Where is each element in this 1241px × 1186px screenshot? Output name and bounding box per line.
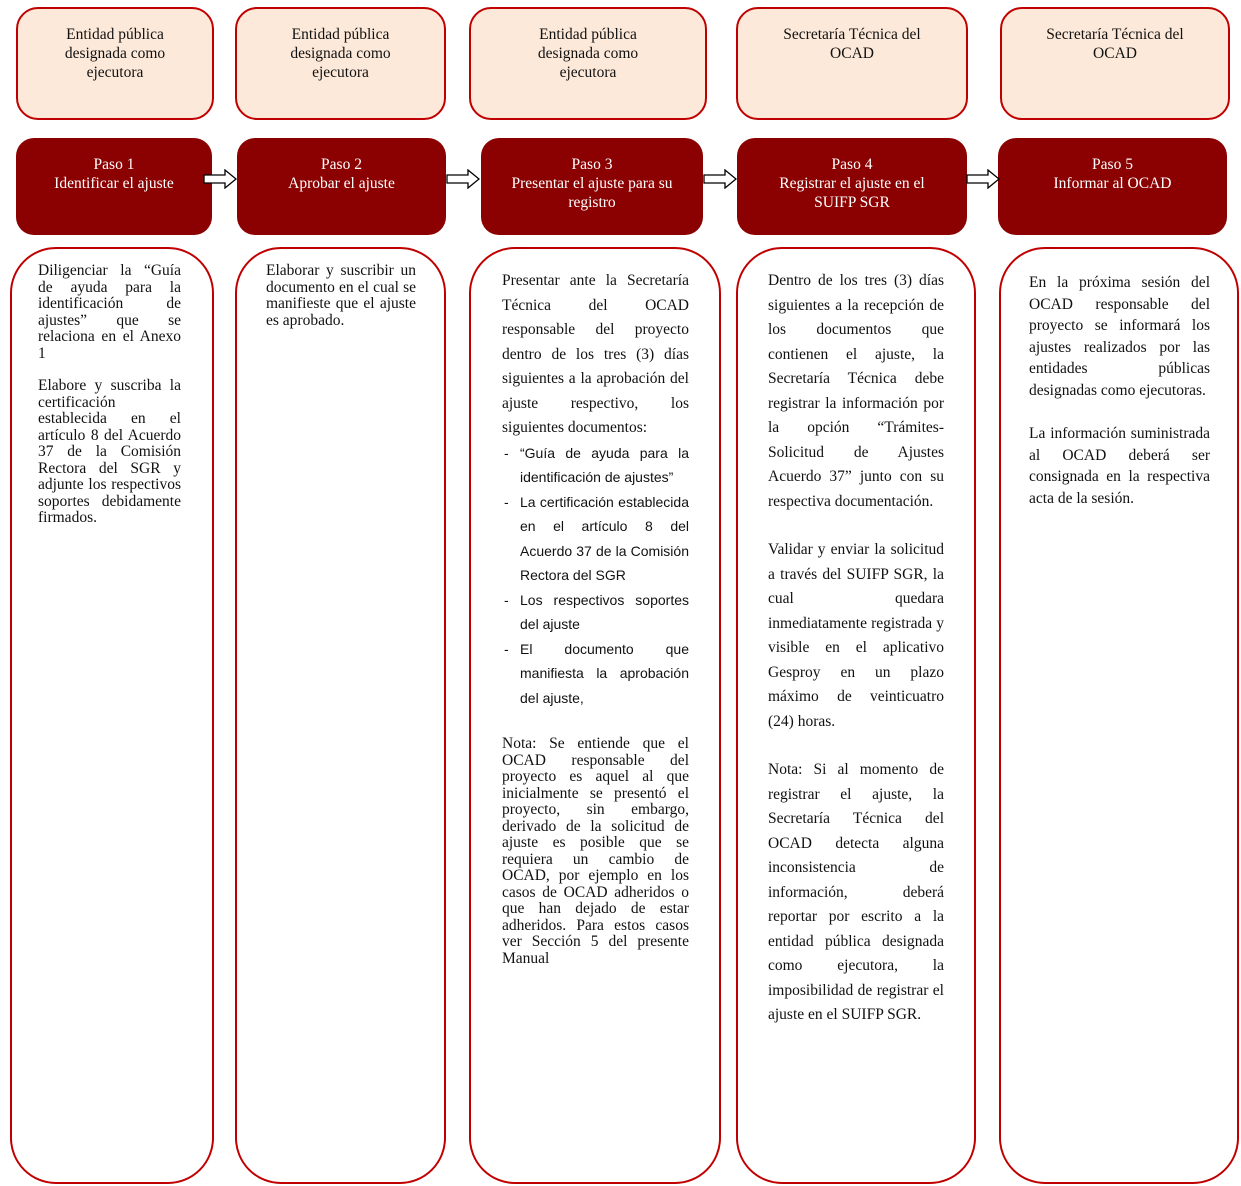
list-item: - La certificación establecida en el artículo 8 del Acuerdo 37 de la Comisión Rectora del SGR xyxy=(502,490,689,588)
step-box-2 xyxy=(237,138,446,235)
actor-label: Secretaría Técnica del OCAD xyxy=(1046,26,1184,62)
step-number: Paso 2 xyxy=(321,156,362,173)
description-text-4 xyxy=(768,269,944,1028)
step-box-5 xyxy=(998,138,1227,235)
actor-box-4 xyxy=(736,7,968,120)
arrow-right-icon xyxy=(703,169,737,189)
description-paragraph: La información suministrada al OCAD deberá ser consignada en la respectiva acta de la sesión. xyxy=(1029,425,1210,507)
description-paragraph: Elaborar y suscribir un documento en el cual se manifieste que el ajuste es aprobado. xyxy=(266,262,416,329)
actor-label: Secretaría Técnica del OCAD xyxy=(783,26,921,62)
step-box-3 xyxy=(481,138,703,235)
actor-label: Entidad pública designada como ejecutora xyxy=(64,26,166,81)
description-paragraph: Validar y enviar la solicitud a través del SUIFP SGR, la cual quedara inmediatamente registrada y visible en el aplicativo Gesproy en un plazo máximo de veinticuatro (24) horas. xyxy=(768,541,944,730)
description-paragraph: En la próxima sesión del OCAD responsable del proyecto se informará los ajustes realizados por las entidades públicas designadas como ejecutoras. xyxy=(1029,274,1210,399)
step-number: Paso 3 xyxy=(571,156,613,173)
step-title: Aprobar el ajuste xyxy=(288,175,395,192)
step-number: Paso 1 xyxy=(93,156,135,173)
step-title: Presentar el ajuste para su registro xyxy=(511,175,673,211)
step-title: Identificar el ajuste xyxy=(54,175,174,192)
arrow-right-icon xyxy=(446,169,480,189)
description-text-1 xyxy=(38,263,181,527)
description-box-2 xyxy=(235,247,446,1184)
step-box-4 xyxy=(737,138,967,235)
arrow-right-icon xyxy=(203,169,237,189)
step-number: Paso 5 xyxy=(1092,156,1133,173)
actor-box-5 xyxy=(1000,7,1230,120)
actor-box-1 xyxy=(16,7,214,120)
arrow-right-icon xyxy=(966,169,1000,189)
description-note: Nota: Se entiende que el OCAD responsable del proyecto es aquel al que inicialmente se presentó el proyecto, sin embargo, derivado de la solicitud de ajuste es posible que se requiera un cambio de OCAD, por ejemplo en los casos de OCAD adheridos o que han dejado de estar adheridos. Para estos casos ver Sección 5 del presente Manual xyxy=(502,735,689,967)
description-note: Nota: Si al momento de registrar el ajuste, la Secretaría Técnica del OCAD detecta alguna inconsistencia de información, deberá reportar por escrito a la entidad pública designada como ejecutora, la imposibilidad de registrar el ajuste en el SUIFP SGR. xyxy=(768,761,944,1023)
description-paragraph: Diligenciar la “Guía de ayuda para la identificación de ajustes” que se relaciona en el Anexo 1 xyxy=(38,262,181,362)
step-title: Registrar el ajuste en el SUIFP SGR xyxy=(779,175,925,211)
step-number: Paso 4 xyxy=(831,156,873,173)
actor-label: Entidad pública designada como ejecutora xyxy=(290,26,391,81)
step-title: Informar al OCAD xyxy=(1053,175,1172,192)
description-paragraph: Dentro de los tres (3) días siguientes a la recepción de los documentos que contienen el ajuste, la Secretaría Técnica debe registrar la información por la opción “Trámites-Solicitud de Ajustes Acuerdo 37” junto con su respectiva documentación. xyxy=(768,272,944,510)
description-text-3 xyxy=(502,269,689,967)
list-item: - “Guía de ayuda para la identificación de ajustes” xyxy=(502,441,689,490)
description-paragraph: Elabore y suscriba la certificación establecida en el artículo 8 del Acuerdo 37 de la Comisión Rectora del SGR y adjunte los respectivos soportes debidamente firmados. xyxy=(38,377,181,526)
description-text-5 xyxy=(1029,272,1210,509)
description-text-2 xyxy=(266,263,416,329)
step-box-1 xyxy=(16,138,212,235)
list-item: - Los respectivos soportes del ajuste xyxy=(502,588,689,637)
actor-label: Entidad pública designada como ejecutora xyxy=(537,26,639,81)
actor-box-3 xyxy=(469,7,707,120)
list-item: - El documento que manifiesta la aprobación del ajuste, xyxy=(502,637,689,711)
document-list xyxy=(502,441,689,711)
actor-box-2 xyxy=(235,7,446,120)
description-paragraph: Presentar ante la Secretaría Técnica del OCAD responsable del proyecto dentro de los tres (3) días siguientes a la aprobación del ajuste respectivo, los siguientes documentos: xyxy=(502,272,689,436)
